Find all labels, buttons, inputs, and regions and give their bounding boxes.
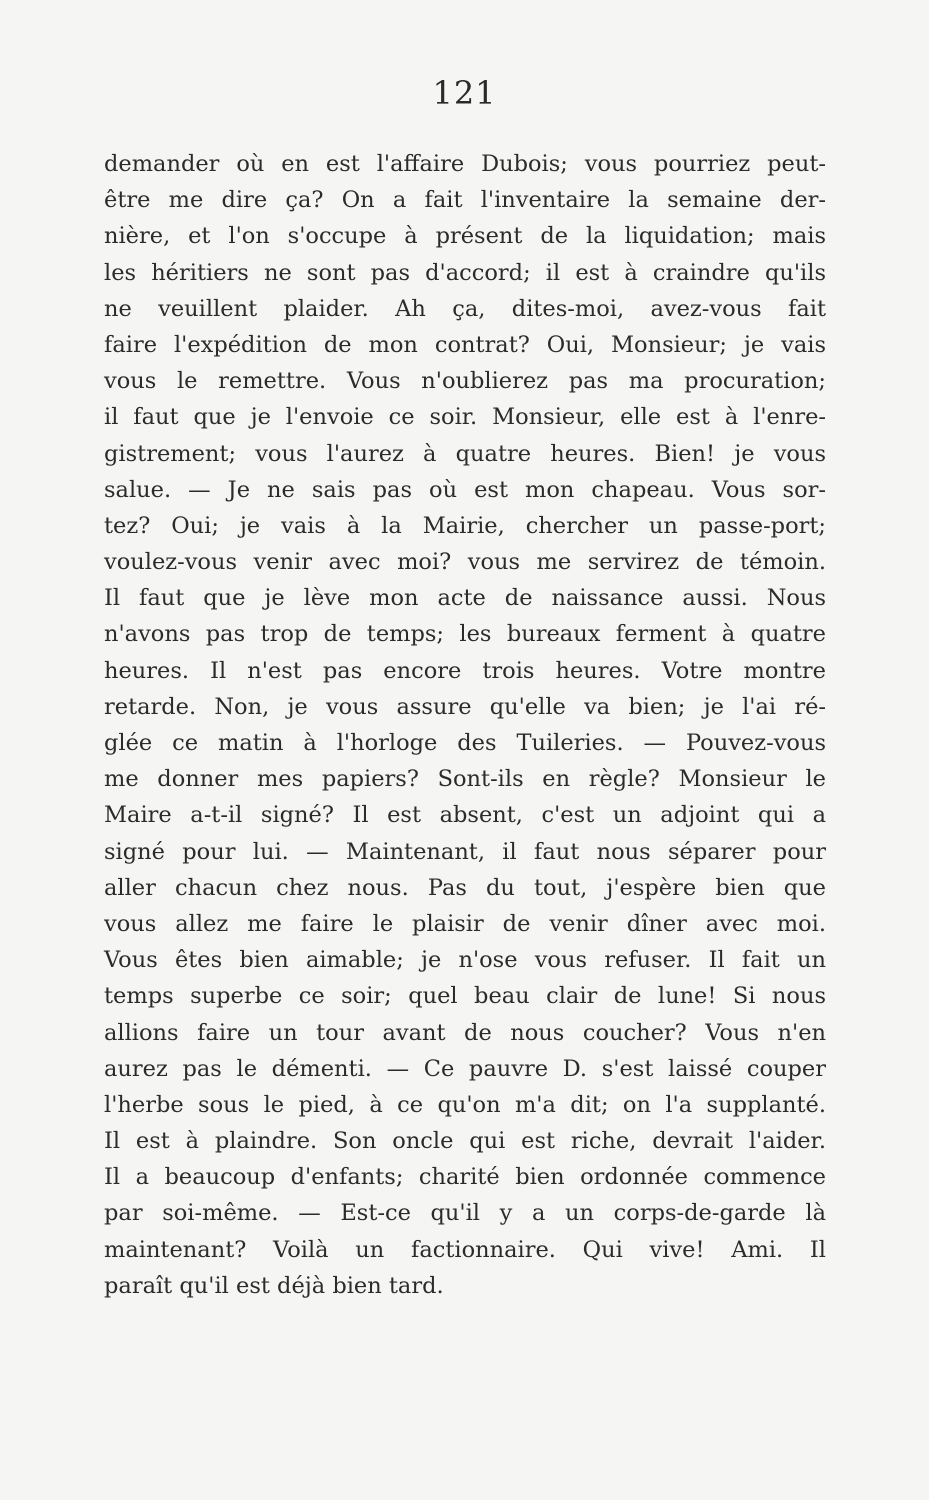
text-line: l'herbe sous le pied, à ce qu'on m'a dit; on l'a supplanté.: [104, 1091, 826, 1118]
text-line: heures. Il n'est pas encore trois heures. Votre montre: [104, 657, 826, 684]
text-line: maintenant? Voilà un factionnaire. Qui vive! Ami. Il: [104, 1236, 826, 1263]
text-line: être me dire ça? On a fait l'inventaire la semaine der-: [104, 187, 826, 214]
text-line: salue. — Je ne sais pas où est mon chapeau. Vous sor-: [104, 476, 826, 503]
text-line: paraît qu'il est déjà bien tard.: [104, 1272, 444, 1299]
text-line: voulez-vous venir avec moi? vous me servirez de témoin.: [104, 549, 826, 576]
text-line: les héritiers ne sont pas d'accord; il est à craindre qu'ils: [104, 259, 826, 286]
text-line: signé pour lui. — Maintenant, il faut nous séparer pour: [104, 838, 826, 865]
body-text: [104, 146, 826, 1304]
text-line: allions faire un tour avant de nous coucher? Vous n'en: [104, 1019, 826, 1046]
text-line: vous le remettre. Vous n'oublierez pas ma procuration;: [104, 368, 826, 395]
text-line: vous allez me faire le plaisir de venir dîner avec moi.: [104, 910, 826, 937]
text-line: Il est à plaindre. Son oncle qui est riche, devrait l'aider.: [104, 1128, 826, 1155]
text-line: Il faut que je lève mon acte de naissance aussi. Nous: [104, 585, 826, 612]
text-line: par soi-même. — Est-ce qu'il y a un corps-de-garde là: [104, 1200, 826, 1227]
text-line: glée ce matin à l'horloge des Tuileries. — Pouvez-vous: [104, 730, 826, 756]
page-number: 121: [432, 74, 497, 112]
text-line: il faut que je l'envoie ce soir. Monsieur, elle est à l'enre-: [104, 404, 826, 431]
text-line: n'avons pas trop de temps; les bureaux ferment à quatre: [104, 621, 826, 648]
text-line: demander où en est l'affaire Dubois; vous pourriez peut-: [104, 151, 826, 177]
text-line: Vous êtes bien aimable; je n'ose vous refuser. Il fait un: [104, 947, 826, 974]
text-line: retarde. Non, je vous assure qu'elle va bien; je l'ai ré-: [104, 693, 826, 720]
text-line: nière, et l'on s'occupe à présent de la liquidation; mais: [104, 223, 826, 250]
text-line: Il a beaucoup d'enfants; charité bien ordonnée commence: [104, 1164, 826, 1191]
text-line: Maire a-t-il signé? Il est absent, c'est un adjoint qui a: [104, 802, 826, 829]
text-line: me donner mes papiers? Sont-ils en règle? Monsieur le: [104, 766, 826, 793]
text-line: aurez pas le démenti. — Ce pauvre D. s'est laissé couper: [104, 1055, 826, 1082]
text-line: faire l'expédition de mon contrat? Oui, Monsieur; je vais: [104, 331, 826, 358]
text-line: aller chacun chez nous. Pas du tout, j'espère bien que: [104, 874, 826, 901]
text-line: tez? Oui; je vais à la Mairie, chercher un passe-port;: [104, 512, 826, 539]
text-line: ne veuillent plaider. Ah ça, dites-moi, avez-vous fait: [104, 295, 826, 322]
text-line: temps superbe ce soir; quel beau clair de lune! Si nous: [104, 983, 826, 1010]
text-line: gistrement; vous l'aurez à quatre heures. Bien! je vous: [104, 440, 826, 467]
